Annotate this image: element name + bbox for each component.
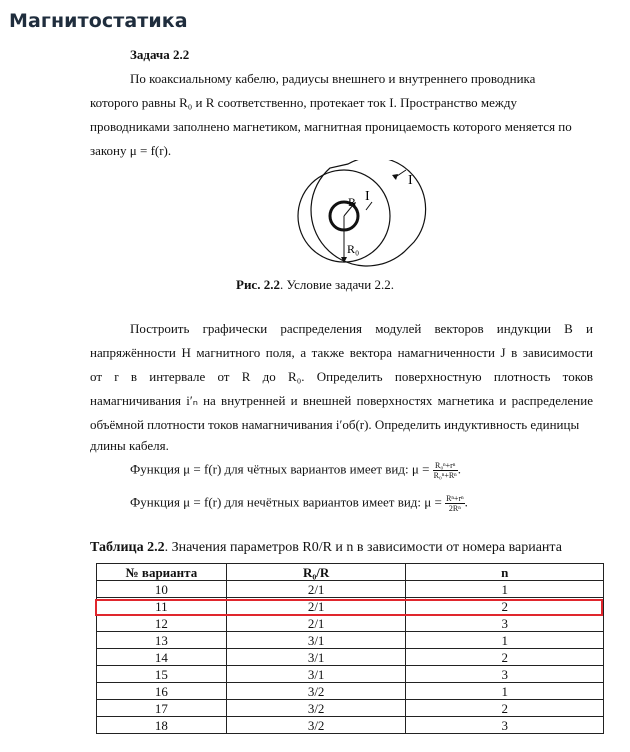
label-current-outer: I — [408, 173, 413, 188]
figure-caption-text: . Условие задачи 2.2. — [279, 277, 394, 292]
intro-line-2: которого равны R₀ и R соответственно, протекает ток I. Пространство между — [90, 95, 517, 110]
task-line-3: от r в интервале от R до R₀. Определить поверхностную плотность токов — [90, 369, 593, 384]
cell-ratio: 3/2 — [226, 700, 406, 717]
table-header-row — [97, 564, 604, 581]
figure-caption-label: Рис. 2.2 — [236, 277, 280, 292]
formula-odd-text: Функция μ = f(r) для нечётных вариантов имеет вид: μ = — [130, 494, 442, 510]
coaxial-cable-figure — [286, 160, 436, 272]
cell-n: 1 — [406, 683, 604, 700]
label-outer-radius: R₀ — [347, 242, 360, 256]
cell-n: 1 — [406, 632, 604, 649]
table-row — [97, 717, 604, 734]
cell-n: 2 — [406, 598, 604, 615]
cell-variant: 11 — [97, 598, 227, 615]
formula-odd-fraction — [445, 494, 465, 513]
cell-ratio: 2/1 — [226, 615, 406, 632]
header-ratio: R₀/R — [226, 564, 406, 581]
task-line-4: намагничивания i′ₙ на внутренней и внешней поверхностях магнетика и распределение — [90, 393, 593, 408]
header-n: n — [406, 564, 604, 581]
table-title-label: Таблица 2.2 — [90, 540, 165, 555]
cell-variant: 17 — [97, 700, 227, 717]
page-title: Магнитостатика — [9, 10, 188, 32]
label-inner-radius: R — [348, 195, 357, 209]
formula-odd-numerator: Rⁿ+rⁿ — [446, 494, 464, 503]
intro-line-1: По коаксиальному кабелю, радиусы внешнего и внутреннего проводника — [130, 71, 536, 86]
formula-odd-denominator: 2Rⁿ — [448, 504, 461, 513]
table-row — [97, 666, 604, 683]
cell-ratio: 3/1 — [226, 649, 406, 666]
task-line-5: объёмной плотности токов намагничивания i′об(r). Определить индуктивность единицы — [90, 417, 580, 432]
cell-ratio: 2/1 — [226, 581, 406, 598]
problem-heading: Задача 2.2 — [130, 47, 190, 62]
cell-n: 3 — [406, 666, 604, 683]
task-line-6: длины кабеля. — [90, 438, 169, 453]
cell-n: 2 — [406, 649, 604, 666]
figure-caption — [0, 277, 630, 293]
header-variant: № варианта — [97, 564, 227, 581]
cell-ratio: 3/2 — [226, 717, 406, 734]
table-title-text: . Значения параметров R0/R и n в зависимости от номера варианта — [164, 540, 562, 555]
cell-variant: 15 — [97, 666, 227, 683]
current-outer-arrowhead — [392, 174, 398, 180]
cell-n: 2 — [406, 700, 604, 717]
formula-even-text: Функция μ = f(r) для чётных вариантов имеет вид: μ = — [130, 461, 430, 477]
cell-variant: 13 — [97, 632, 227, 649]
formula-odd-end: . — [464, 494, 468, 510]
formula-even-end: . — [457, 461, 461, 477]
cell-variant: 18 — [97, 717, 227, 734]
cell-ratio: 3/1 — [226, 632, 406, 649]
cell-ratio: 3/2 — [226, 683, 406, 700]
formula-odd — [130, 494, 468, 513]
table-row — [97, 649, 604, 666]
intro-line-3: проводниками заполнено магнетиком, магнитная проницаемость которого меняется по — [90, 119, 572, 134]
intro-line-4: закону μ = f(r). — [90, 143, 172, 158]
cell-ratio: 2/1 — [226, 598, 406, 615]
cell-ratio: 3/1 — [226, 666, 406, 683]
formula-even — [130, 461, 461, 480]
table-row — [97, 683, 604, 700]
parameters-table — [96, 563, 604, 734]
cell-variant: 14 — [97, 649, 227, 666]
table-row-highlighted — [97, 598, 604, 615]
cell-n: 1 — [406, 581, 604, 598]
cell-variant: 10 — [97, 581, 227, 598]
table-row — [97, 615, 604, 632]
cell-n: 3 — [406, 717, 604, 734]
table-row — [97, 700, 604, 717]
label-current-inner: I — [365, 189, 370, 204]
formula-even-numerator: R₀ⁿ+rⁿ — [433, 461, 458, 471]
table-row — [97, 581, 604, 598]
task-line-1: Построить графически распределения модулей векторов индукции B и — [130, 321, 593, 336]
cell-n: 3 — [406, 615, 604, 632]
formula-even-denominator: R₀ⁿ+Rⁿ — [433, 471, 457, 480]
table-title — [90, 540, 562, 556]
cell-variant: 16 — [97, 683, 227, 700]
table-row — [97, 632, 604, 649]
task-line-2: напряжённости H магнитного поля, а также вектора намагниченности J в зависимости — [90, 345, 593, 360]
cell-variant: 12 — [97, 615, 227, 632]
formula-even-fraction — [433, 461, 458, 480]
